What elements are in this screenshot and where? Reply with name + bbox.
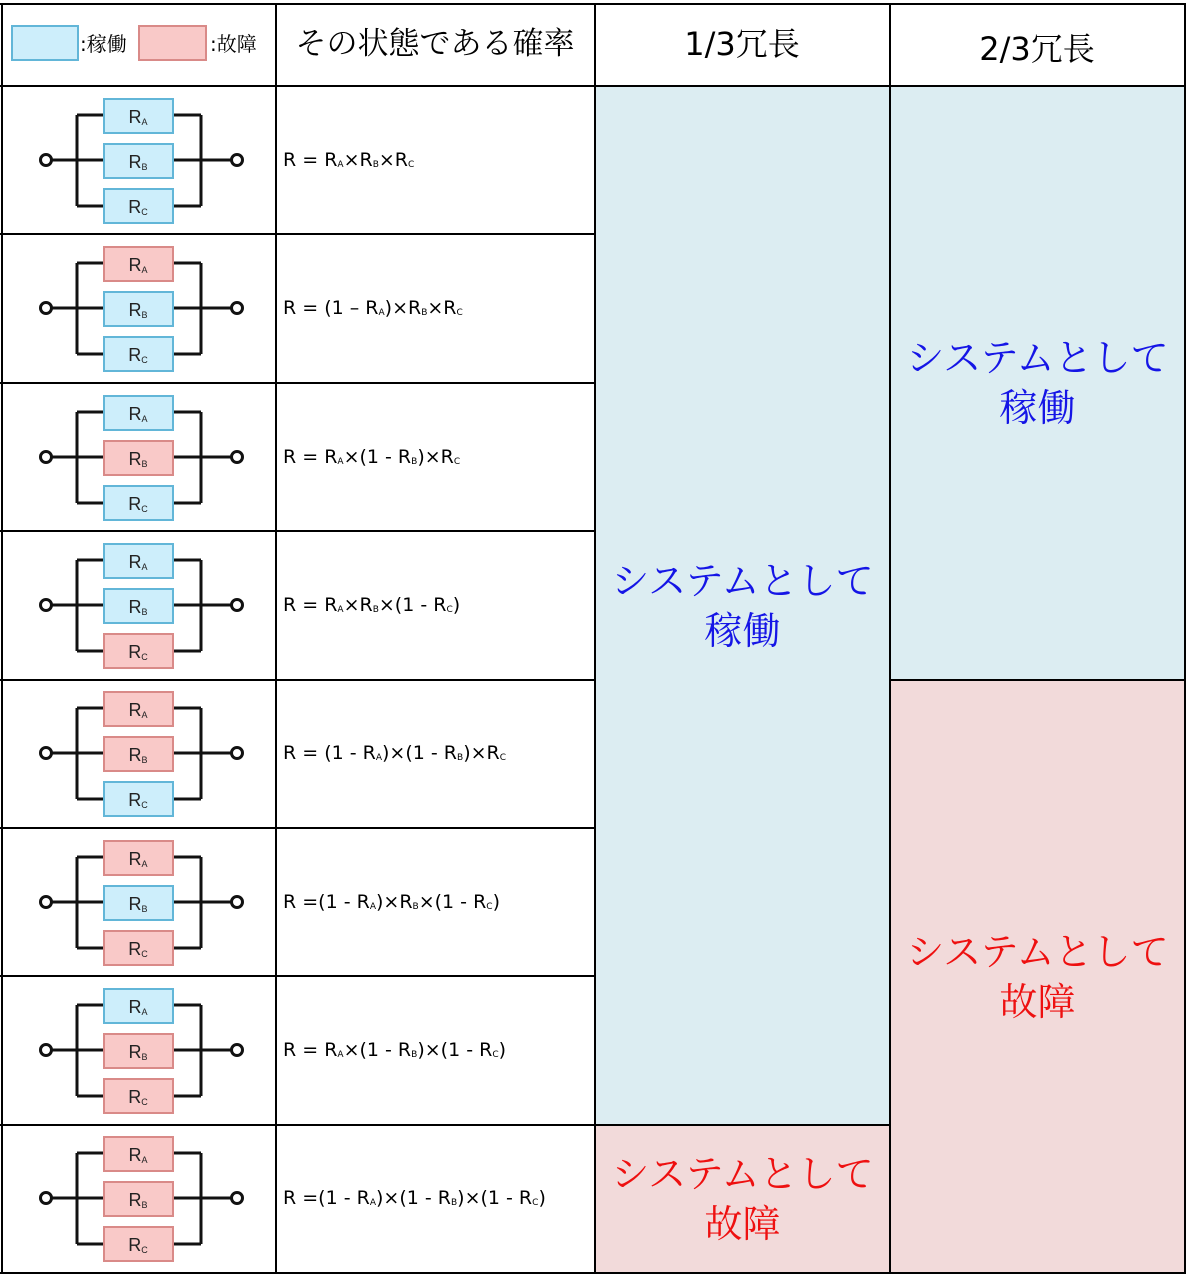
component-a-label: RA [128, 403, 148, 424]
status-2-3-failure [890, 680, 1185, 1273]
legend-failure-swatch [138, 25, 207, 61]
component-c-label: RC [128, 790, 148, 811]
component-c-label: RC [128, 345, 148, 366]
circuit-diagram [0, 976, 275, 1124]
probability-formula: $R =(1 - R_A)\times R_B\times(1 - R_C)$ [283, 890, 500, 913]
header-probability: その状態である確率 [295, 26, 575, 62]
terminal-left [41, 1193, 52, 1204]
status-1-3-operating [595, 86, 890, 1125]
status-2-3-failure-line2: 故障 [999, 979, 1076, 1024]
header-redundancy-2-3: 2/3冗長 [979, 30, 1095, 68]
probability-formula: $R = R_A\times(1 - R_B)\times R_C$ [283, 445, 461, 468]
status-1-3-failure-line2: 故障 [704, 1202, 781, 1246]
terminal-right [232, 155, 243, 166]
component-b-label: RB [128, 300, 148, 321]
probability-formula: $R = (1 - R_A)\times(1 - R_B)\times R_C$ [283, 742, 507, 765]
terminal-right [232, 896, 243, 907]
component-a-label: RA [128, 255, 148, 276]
status-2-3-operating-line2: 稼働 [999, 386, 1076, 430]
circuit-diagram [0, 531, 275, 679]
grid-line-col-3 [889, 3, 891, 1274]
probability-formula: $R = (1 - R_A)\times R_B\times R_C$ [283, 297, 463, 320]
component-c-label: RC [128, 197, 148, 217]
grid-line-right [1184, 3, 1186, 1274]
terminal-right [232, 599, 243, 610]
header-redundancy-1-3: 1/3冗長 [684, 25, 800, 63]
grid-line-left [1, 3, 3, 1274]
grid-line-bottom [0, 1272, 1186, 1274]
grid-line-row-3 [0, 530, 595, 532]
component-a-label: RA [128, 1145, 148, 1166]
status-1-3-failure [595, 1125, 890, 1273]
terminal-left [41, 451, 52, 462]
terminal-right [232, 748, 243, 759]
component-a-label: RA [128, 848, 148, 869]
probability-formula: $R =(1 - R_A)\times(1 - R_B)\times(1 - R_C)$ [283, 1187, 546, 1210]
terminal-left [41, 303, 52, 314]
circuit-diagram [0, 1124, 275, 1272]
status-1-3-operating-line1: システムとして [611, 558, 874, 603]
grid-line-row-6 [0, 975, 595, 977]
circuit-diagram [0, 679, 275, 827]
legend-operating-swatch [11, 25, 79, 61]
grid-line-col-2 [594, 3, 596, 1274]
component-c-label: RC [128, 641, 148, 662]
grid-line-row-7 [0, 1124, 890, 1126]
component-a-label: RA [128, 551, 148, 572]
component-a-label: RA [128, 700, 148, 721]
status-2-3-operating-line1: システムとして [906, 336, 1169, 380]
component-b-label: RB [128, 152, 148, 172]
circuit-diagram [0, 828, 275, 976]
component-c-label: RC [128, 938, 148, 959]
grid-line-col-1 [275, 3, 277, 1274]
component-b-label: RB [128, 596, 148, 617]
status-2-3-failure-line1: システムとして [906, 929, 1169, 974]
grid-line-row-5 [0, 827, 595, 829]
component-a-label: RA [128, 107, 148, 127]
circuit-diagram [0, 234, 275, 382]
grid-line-header-bottom [0, 85, 1186, 87]
grid-line-2-3-split [890, 679, 1186, 681]
grid-line-top [0, 3, 1186, 5]
terminal-right [232, 1044, 243, 1055]
probability-formula: $R = R_A\times R_B\times R_C$ [283, 149, 415, 171]
terminal-left [41, 599, 52, 610]
terminal-left [41, 155, 52, 166]
component-a-label: RA [128, 996, 148, 1017]
terminal-left [41, 1044, 52, 1055]
component-c-label: RC [128, 1235, 148, 1256]
legend-failure-label: :故障 [210, 32, 257, 56]
terminal-right [232, 303, 243, 314]
grid-line-row-1 [0, 233, 595, 235]
component-b-label: RB [128, 745, 148, 766]
status-2-3-operating [890, 86, 1185, 680]
terminal-right [232, 1193, 243, 1204]
component-c-label: RC [128, 493, 148, 514]
grid-line-row-2 [0, 382, 595, 384]
circuit-diagram [0, 86, 275, 234]
circuit-diagram [0, 383, 275, 531]
status-1-3-failure-line1: システムとして [611, 1152, 874, 1196]
component-b-label: RB [128, 1190, 148, 1211]
component-b-label: RB [128, 1041, 148, 1062]
component-b-label: RB [128, 893, 148, 914]
terminal-left [41, 896, 52, 907]
probability-formula: $R = R_A\times R_B\times(1 - R_C)$ [283, 593, 461, 616]
component-c-label: RC [128, 1086, 148, 1107]
grid-line-row-4 [0, 679, 595, 681]
terminal-right [232, 451, 243, 462]
probability-formula: $R = R_A\times(1 - R_B)\times(1 - R_C)$ [283, 1038, 507, 1061]
component-b-label: RB [128, 448, 148, 469]
status-1-3-operating-line2: 稼働 [704, 608, 781, 653]
terminal-left [41, 748, 52, 759]
legend-operating-label: :稼働 [80, 32, 127, 56]
